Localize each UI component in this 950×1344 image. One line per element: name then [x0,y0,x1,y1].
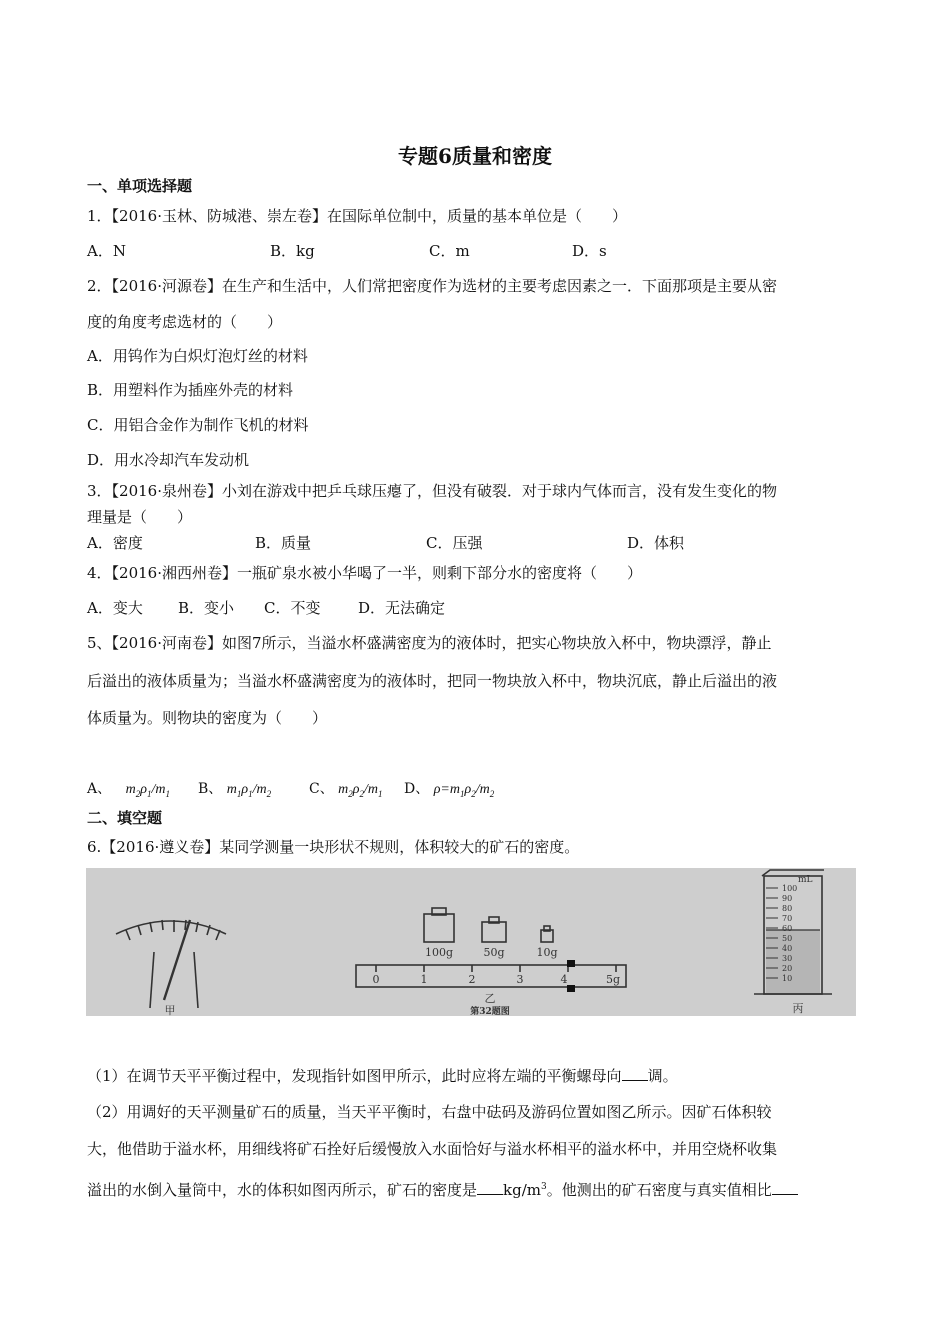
q2-option-c: C．用铝合金作为制作飞机的材料 [87,416,309,434]
figure-caption: 第32题图 [470,1007,510,1016]
figure-shade [86,868,856,1016]
q6-part1-blank [622,1066,648,1081]
q3-option-c: C．压强 [426,534,483,552]
q6-part1-text-b: 调。 [647,1067,678,1085]
q5-option-b: B、 $m_1\rho_1/m_2$ [198,781,272,799]
cylinder-tick-40: 40 [782,944,793,953]
q5-option-b-label: B、 [198,781,223,797]
ruler-tick-2: 2 [468,973,476,986]
q5-option-d-label: D、 [404,781,430,797]
q5-option-d: D、 $\rho=m_1\rho_2/m_2$ [404,781,495,799]
q5-option-a: A、 $m_2\rho_1/m_1$ [87,781,170,799]
figure-label-bing: 丙 [792,1002,804,1015]
cylinder-tick-50: 50 [782,934,793,943]
question-3-stem-line2: 理量是（ ） [87,508,193,526]
question-4-stem: 4．【2016·湘西州卷】一瓶矿泉水被小华喝了一半，则剩下部分水的密度将（ ） [87,564,642,582]
q5-option-c-label: C、 [309,781,334,797]
cylinder-tick-100: 100 [782,884,798,893]
cylinder-tick-80: 80 [782,904,793,913]
question-1-stem: 1．【2016·玉林、防城港、崇左卷】在国际单位制中，质量的基本单位是（ ） [87,207,627,225]
q6-part2-line3: 溢出的水倒入量筒中，水的体积如图丙所示，矿石的密度是 $kg/m^3$。他测出的矿石密度与真实值相比 [87,1177,798,1200]
section-heading-choice: 一、单项选择题 [87,177,193,195]
cylinder-tick-10: 10 [782,974,793,983]
q5-option-c: C、 $m_2\rho_2/m_1$ [309,781,383,799]
figure-label-jia: 甲 [164,1004,176,1016]
q1-option-c: C．m [429,242,470,260]
q6-part2-line2: 大，他借助于溢水杯，用细线将矿石拴好后缓慢放入水面恰好与溢水杯相平的溢水杯中，并用空烧杯收集 [87,1140,778,1158]
q2-option-a: A．用钨作为白炽灯泡灯丝的材料 [87,347,308,365]
question-3-stem-line1: 3．【2016·泉州卷】小刘在游戏中把乒乓球压瘪了，但没有破裂．对于球内气体而言，没有发生变化的物 [87,482,777,500]
q3-option-d: D．体积 [627,534,685,552]
ruler-tick-1: 1 [420,973,428,986]
cylinder-water [766,930,820,993]
cylinder-tick-70: 70 [782,914,793,923]
q6-part1-text-a: （1）在调节天平平衡过程中，发现指针如图甲所示，此时应将左端的平衡螺母向 [87,1067,622,1085]
q1-option-d: D．s [572,242,607,260]
q4-option-a: A．变大 [87,599,143,617]
question-5-stem-line3: 体质量为。则物块的密度为（ ） [87,709,328,727]
q1-option-a: A．N [87,242,126,260]
ruler-tick-5g: 5g [605,973,621,986]
q5-option-a-label: A、 [87,781,112,797]
q4-option-d: D．无法确定 [358,599,446,617]
cylinder-tick-20: 20 [782,964,793,973]
q4-option-c: C．不变 [264,599,321,617]
cylinder-tick-60: 60 [782,924,793,933]
balance-cylinder-figure [86,868,856,1016]
q4-option-b: B．变小 [178,599,235,617]
q5-option-d-prefix: ρ=m [433,782,460,797]
q3-option-b: B．质量 [255,534,312,552]
q2-option-b: B．用塑料作为插座外壳的材料 [87,381,294,399]
weight-label-50g: 50g [483,946,505,959]
question-2-stem-line2: 度的角度考虑选材的（ ） [87,313,283,331]
figure-label-yi: 乙 [484,992,496,1005]
question-5-stem-line1: 5、【2016·河南卷】如图7所示，当溢水杯盛满密度为的液体时，把实心物块放入杯中，物块漂浮，静止 [87,634,772,652]
cylinder-unit-label: mL [798,875,813,885]
ruler-tick-4: 4 [560,973,568,986]
q1-option-b: B．kg [270,242,315,260]
ruler-tick-3: 3 [516,973,524,986]
page-title: 专题6质量和密度 [398,144,552,168]
q3-option-a: A．密度 [87,534,143,552]
q6-part2-text-c: 。他测出的矿石密度与真实值相比 [546,1181,772,1199]
q6-part2-line1: （2）用调好的天平测量矿石的质量，当天平平衡时，右盘中砝码及游码位置如图乙所示。因矿石体积较 [87,1103,772,1121]
rider-marker-top [567,960,575,967]
q6-density-blank [477,1180,503,1195]
q6-part1 [87,1066,678,1086]
section-heading-fill: 二、填空题 [87,809,163,827]
question-5-stem-line2: 后溢出的液体质量为；当溢水杯盛满密度为的液体时，把同一物块放入杯中，物块沉底，静止后溢出的液 [87,672,778,690]
question-6-stem: 6.【2016·遵义卷】某同学测量一块形状不规则，体积较大的矿石的密度。 [87,838,580,856]
question-2-stem-line1: 2．【2016·河源卷】在生产和生活中，人们常把密度作为选材的主要考虑因素之一．下面那项是主要从密 [87,277,777,295]
weight-label-10g: 10g [536,946,558,959]
weight-label-100g: 100g [424,946,454,959]
q6-part2-unit: kg/m [503,1181,541,1199]
q6-part2-text-a: 溢出的水倒入量筒中，水的体积如图丙所示，矿石的密度是 [87,1181,478,1199]
cylinder-tick-90: 90 [782,894,793,903]
q6-compare-blank [772,1180,798,1195]
rider-marker-bottom [567,985,575,992]
q2-option-d: D．用水冷却汽车发动机 [87,451,250,469]
ruler-tick-0: 0 [372,973,380,986]
cylinder-tick-30: 30 [782,954,793,963]
